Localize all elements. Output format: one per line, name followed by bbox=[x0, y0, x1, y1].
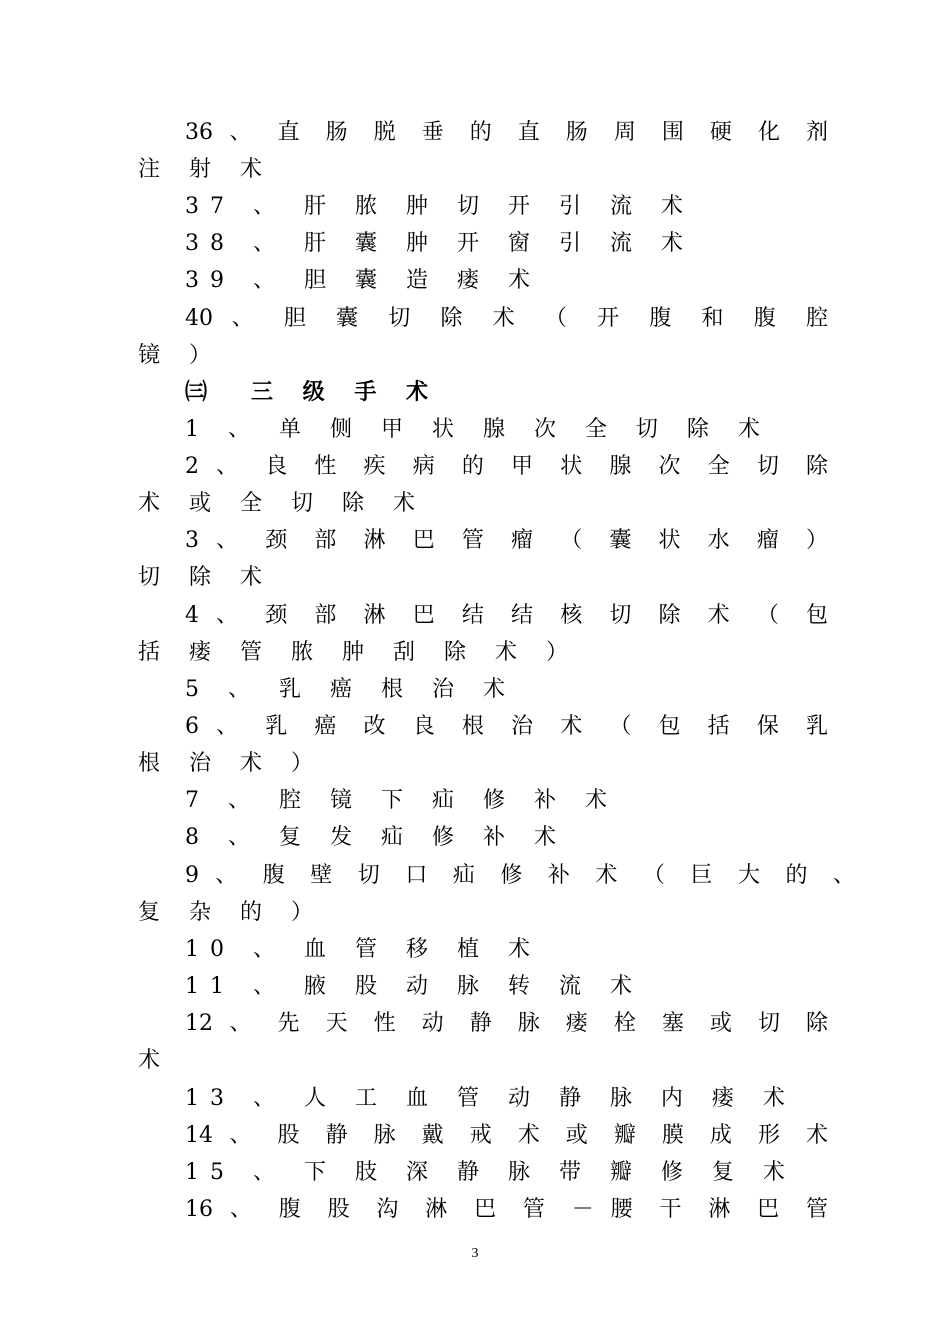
text-line-6a: 6 、 乳 癌 改 良 根 治 术 （ 包 括 保 乳 bbox=[185, 714, 828, 739]
text-line-36b: 注 射 术 bbox=[138, 157, 273, 182]
text-line-3a: 3 、 颈 部 淋 巴 管 瘤 （ 囊 状 水 瘤 ） bbox=[185, 528, 828, 553]
text-line-3b: 切 除 术 bbox=[138, 565, 273, 590]
text-line-14: 14 、 股 静 脉 戴 戒 术 或 瓣 膜 成 形 术 bbox=[185, 1123, 828, 1148]
text-line-11: 11 、 腋 股 动 脉 转 流 术 bbox=[185, 974, 643, 999]
text-line-39: 39 、 胆 囊 造 瘘 术 bbox=[185, 268, 541, 293]
text-line-4b: 括 瘘 管 脓 肿 刮 除 术 ） bbox=[138, 640, 579, 665]
text-line-2b: 术 或 全 切 除 术 bbox=[138, 491, 426, 516]
text-line-12b: 术 bbox=[138, 1048, 172, 1073]
text-line-7: 7 、 腔 镜 下 疝 修 补 术 bbox=[185, 788, 618, 813]
text-line-40b: 镜 ） bbox=[138, 343, 222, 368]
text-line-5: 5 、 乳 癌 根 治 术 bbox=[185, 677, 516, 702]
text-line-8: 8 、 复 发 疝 修 补 术 bbox=[185, 825, 567, 850]
text-line-6b: 根 治 术 ） bbox=[138, 751, 324, 776]
text-line-38: 38 、 肝 囊 肿 开 窗 引 流 术 bbox=[185, 231, 694, 256]
text-line-37: 37 、 肝 脓 肿 切 开 引 流 术 bbox=[185, 194, 694, 219]
text-line-40a: 40 、 胆 囊 切 除 术 （ 开 腹 和 腹 腔 bbox=[185, 306, 828, 331]
text-line-15: 15 、 下 肢 深 静 脉 带 瓣 修 复 术 bbox=[185, 1160, 796, 1185]
text-line-12a: 12 、 先 天 性 动 静 脉 瘘 栓 塞 或 切 除 bbox=[185, 1011, 828, 1036]
text-line-9a: 9 、 腹 壁 切 口 疝 修 补 术 （ 巨 大 的 、 bbox=[185, 863, 855, 888]
text-line-10: 10 、 血 管 移 植 术 bbox=[185, 937, 541, 962]
section-heading: ㈢ 三 级 手 术 bbox=[185, 380, 439, 405]
text-line-1: 1 、 单 侧 甲 状 腺 次 全 切 除 术 bbox=[185, 417, 771, 442]
text-line-9b: 复 杂 的 ） bbox=[138, 900, 324, 925]
text-line-36a: 36 、 直 肠 脱 垂 的 直 肠 周 围 硬 化 剂 bbox=[185, 120, 828, 145]
text-line-13: 13 、 人 工 血 管 动 静 脉 内 瘘 术 bbox=[185, 1086, 796, 1111]
text-line-2a: 2 、 良 性 疾 病 的 甲 状 腺 次 全 切 除 bbox=[185, 454, 828, 479]
text-line-4a: 4 、 颈 部 淋 巴 结 结 核 切 除 术 （ 包 bbox=[185, 603, 828, 628]
page-number: 3 bbox=[471, 1246, 479, 1261]
text-line-16: 16 、 腹 股 沟 淋 巴 管 － 腰 干 淋 巴 管 bbox=[185, 1197, 828, 1222]
